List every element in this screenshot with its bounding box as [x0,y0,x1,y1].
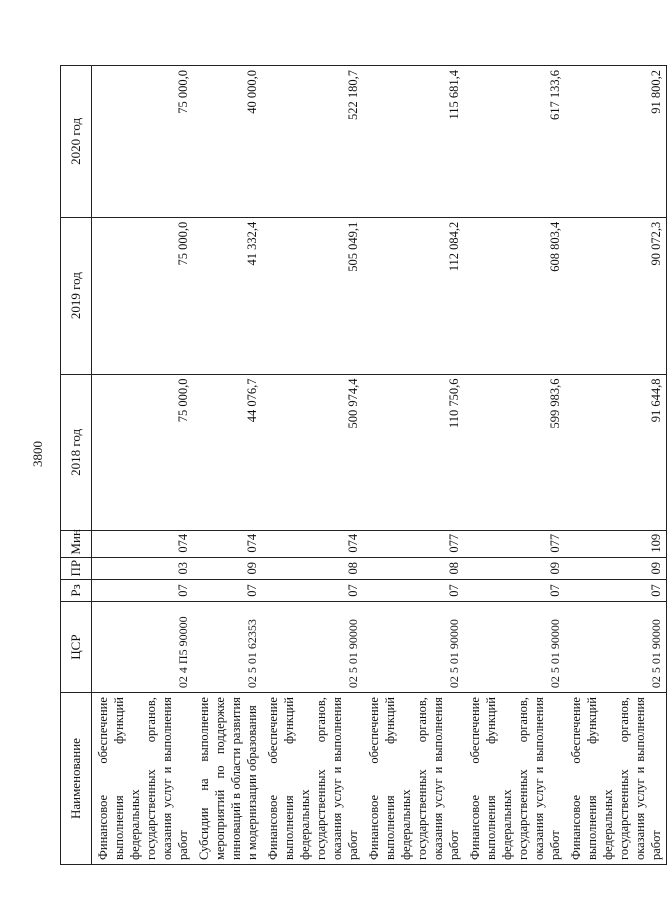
row-2018: 110 750,6 [363,374,464,531]
row-rz: 07 [565,579,667,601]
header-name: Наименование [61,693,92,865]
header-2020: 2020 год [61,66,92,218]
row-csr: 02 4 П5 90000 [92,602,194,693]
header-min: Мин [61,531,92,557]
row-2019: 41 332,4 [193,217,262,374]
header-row [61,66,92,865]
row-csr: 02 5 01 90000 [262,602,363,693]
row-min: 074 [193,531,262,557]
table-row [262,66,363,865]
row-pr: 09 [193,557,262,579]
row-csr: 02 5 01 90000 [363,602,464,693]
row-rz: 07 [193,579,262,601]
row-pr: 03 [92,557,194,579]
row-csr: 02 5 01 90000 [464,602,565,693]
row-name: Финансовое обеспечение выполнения функций федеральных государственных органов, оказания услуг и выполнения работ [363,693,464,865]
row-name: Финансовое обеспечение выполнения функций федеральных государственных органов, оказания услуг и выполнения работ [262,693,363,865]
row-2020: 617 133,6 [464,66,565,218]
row-2019: 112 084,2 [363,217,464,374]
row-min: 077 [464,531,565,557]
row-pr: 08 [363,557,464,579]
row-name: Финансовое обеспечение выполнения функций федеральных государственных органов, оказания услуг и выполнения работ [464,693,565,865]
row-rz: 07 [464,579,565,601]
page-number: 3800 [30,441,45,467]
row-2020: 91 800,2 [565,66,667,218]
budget-table [60,65,667,865]
row-2020: 115 681,4 [363,66,464,218]
row-rz: 07 [262,579,363,601]
row-2018: 500 974,4 [262,374,363,531]
row-2020: 75 000,0 [92,66,194,218]
row-2020: 40 000,0 [193,66,262,218]
row-2020: 522 180,7 [262,66,363,218]
header-2018: 2018 год [61,374,92,531]
row-min: 074 [92,531,194,557]
row-name: Субсидии на выполнение мероприятий по поддержке инноваций в области развития и модернизации образования [193,693,262,865]
table-body [92,66,667,865]
table-row [565,66,667,865]
row-csr: 02 5 01 62353 [193,602,262,693]
header-pr: ПР [61,557,92,579]
table-row [363,66,464,865]
row-pr: 09 [464,557,565,579]
row-rz: 07 [363,579,464,601]
row-2019: 608 803,4 [464,217,565,374]
row-name: Финансовое обеспечение выполнения функций федеральных государственных органов, оказания услуг и выполнения работ [565,693,667,865]
row-csr: 02 5 01 90000 [565,602,667,693]
row-name: Финансовое обеспечение выполнения функций федеральных государственных органов, оказания услуг и выполнения работ [92,693,194,865]
rotated-table-container [60,65,663,865]
header-csr: ЦСР [61,602,92,693]
row-2018: 91 644,8 [565,374,667,531]
table-row [464,66,565,865]
row-2018: 75 000,0 [92,374,194,531]
row-2019: 505 049,1 [262,217,363,374]
row-min: 077 [363,531,464,557]
header-2019: 2019 год [61,217,92,374]
row-2018: 44 076,7 [193,374,262,531]
header-rz: Рз [61,579,92,601]
row-2019: 75 000,0 [92,217,194,374]
table-row [193,66,262,865]
row-2018: 599 983,6 [464,374,565,531]
row-min: 109 [565,531,667,557]
row-pr: 08 [262,557,363,579]
row-min: 074 [262,531,363,557]
table-header [61,66,92,865]
table-row [92,66,194,865]
row-pr: 09 [565,557,667,579]
row-rz: 07 [92,579,194,601]
row-2019: 90 072,3 [565,217,667,374]
